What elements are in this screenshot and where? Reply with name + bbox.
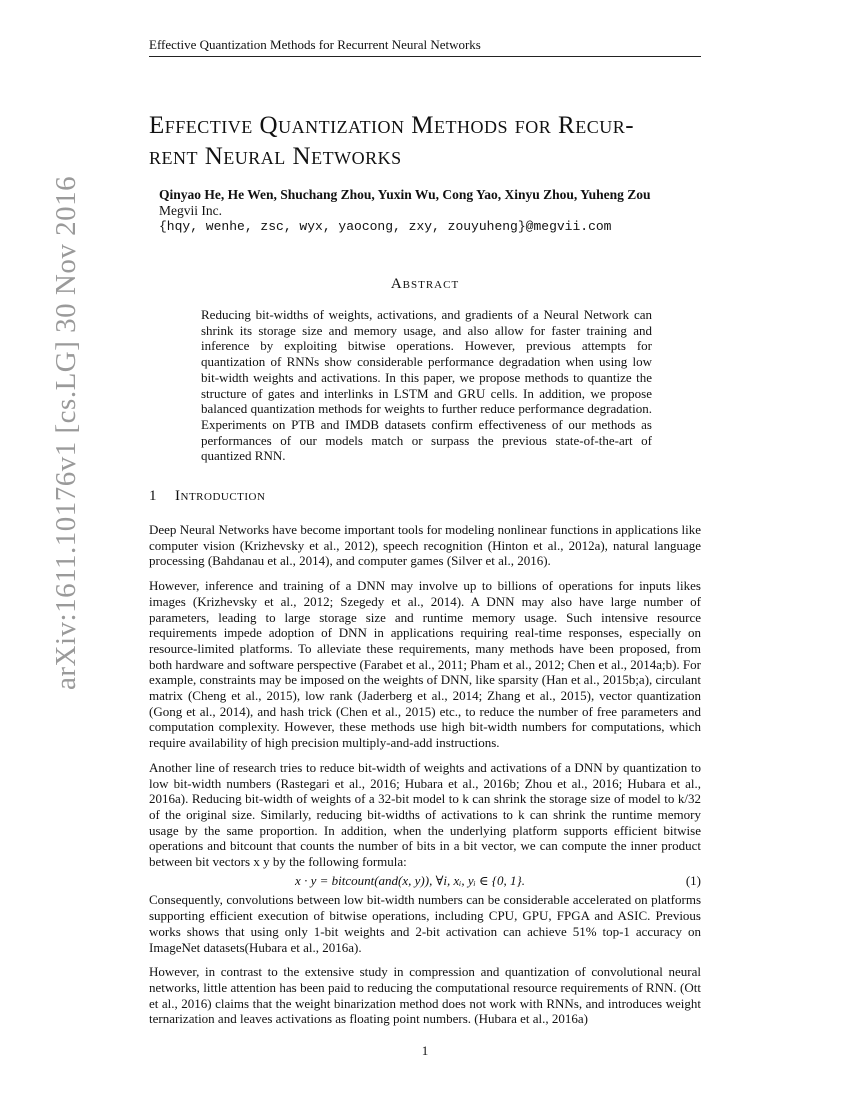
equation-formula: x · y = bitcount(and(x, y)), ∀i, xᵢ, yᵢ ∈ {0, 1}. <box>295 872 525 888</box>
author-names: Qinyao He, He Wen, Shuchang Zhou, Yuxin Wu, Cong Yao, Xinyu Zhou, Yuheng Zou <box>159 187 651 202</box>
running-header: Effective Quantization Methods for Recurrent Neural Networks <box>149 37 701 57</box>
author-emails: {hqy, wenhe, zsc, wyx, yaocong, zxy, zouyuheng}@megvii.com <box>159 219 612 234</box>
section-number: 1 <box>149 488 157 504</box>
equation-number: (1) <box>685 872 701 888</box>
paper-title <box>149 110 709 172</box>
paragraph-5: However, in contrast to the extensive study in compression and quantization of convolutional neural networks, little attention has been paid to reducing the computational resource requirements of RNN. (Ott et al., 2016) claims that the weight binarization method does not work with RNNs, and introduces weight ternarization and leaves activations as floating point numbers. (Hubara et al., 2016a) <box>149 964 701 1027</box>
author-affiliation: Megvii Inc. <box>159 203 222 218</box>
paragraph-1: Deep Neural Networks have become important tools for modeling nonlinear functions in applications like computer vision (Krizhevsky et al., 2012), speech recognition (Hinton et al., 2012a), natural language processing (Bahdanau et al., 2014), and computer games (Silver et al., 2016). <box>149 522 701 569</box>
author-block <box>159 187 704 235</box>
arxiv-identifier: arXiv:1611.10176v1 [cs.LG] 30 Nov 2016 <box>50 175 82 690</box>
title-line-2: rent Neural Networks <box>149 143 402 170</box>
paragraph-3: Another line of research tries to reduce bit-width of weights and activations of a DNN by quantization to low bit-width numbers (Rastegari et al., 2016; Hubara et al., 2016b; Zhou et al., 2016; Hubara et al., 2016a). Reducing bit-width of weights of a 32-bit model to k can shrink the storage size of model to k/32 of the original size. Similarly, reducing bit-widths of activations to k can shrink the runtime memory usage by the same proportion. In addition, when the underlying platform supports efficient bitwise operations and bitcount that counts the number of bits in a bit vector, we can compute the inner product between bit vectors x y by the following formula: <box>149 759 701 870</box>
section-body <box>149 522 701 1036</box>
equation-1 <box>149 873 701 889</box>
abstract-heading: Abstract <box>390 276 460 292</box>
title-line-1: Effective Quantization Methods for Recur- <box>149 112 635 139</box>
section-title: Introduction <box>175 488 266 504</box>
paragraph-4: Consequently, convolutions between low bit-width numbers can be considerable accelerated on platforms supporting efficient execution of bitwise operations, including CPU, GPU, FPGA and ASIC. Previous works shows that using only 1-bit weights and 2-bit activation can achieve 51% top-1 accuracy on ImageNet datasets(Hubara et al., 2016a). <box>149 892 701 955</box>
page-number: 1 <box>421 1043 429 1058</box>
abstract-text: Reducing bit-widths of weights, activations, and gradients of a Neural Network can shrink its storage size and memory usage, and also allow for faster training and inference by exploiting bitwise operations. However, previous attempts for quantization of RNNs show considerable performance degradation when using low bit-width weights and activations. In this paper, we propose methods to quantize the structure of gates and interlinks in LSTM and GRU cells. In addition, we propose balanced quantization methods for weights to further reduce performance degradation. Experiments on PTB and IMDB datasets confirm effectiveness of our methods as performances of our models match or surpass the previous state-of-the-art of quantized RNN. <box>201 307 652 464</box>
section-heading-introduction <box>149 488 265 505</box>
paragraph-2: However, inference and training of a DNN may involve up to billions of operations for inputs likes images (Krizhevsky et al., 2012; Szegedy et al., 2014). A DNN may also have large number of parameters, leading to large storage size and runtime memory usage. Such intensive resource requirements impede adoption of DNN in applications requiring real-time responses, especially on resource-limited platforms. To alleviate these requirements, many methods have been proposed, from both hardware and software perspective (Farabet et al., 2011; Pham et al., 2012; Chen et al., 2014a;b). For example, constraints may be imposed on the weights of DNN, like sparsity (Han et al., 2015b;a), circulant matrix (Cheng et al., 2015), low rank (Jaderberg et al., 2014; Zhang et al., 2015), vector quantization (Gong et al., 2014), and hash trick (Chen et al., 2015) etc., to reduce the number of free parameters and computation complexity. However, these methods use high bit-width numbers for computations, which require availability of high precision multiply-and-add instructions. <box>149 578 701 751</box>
